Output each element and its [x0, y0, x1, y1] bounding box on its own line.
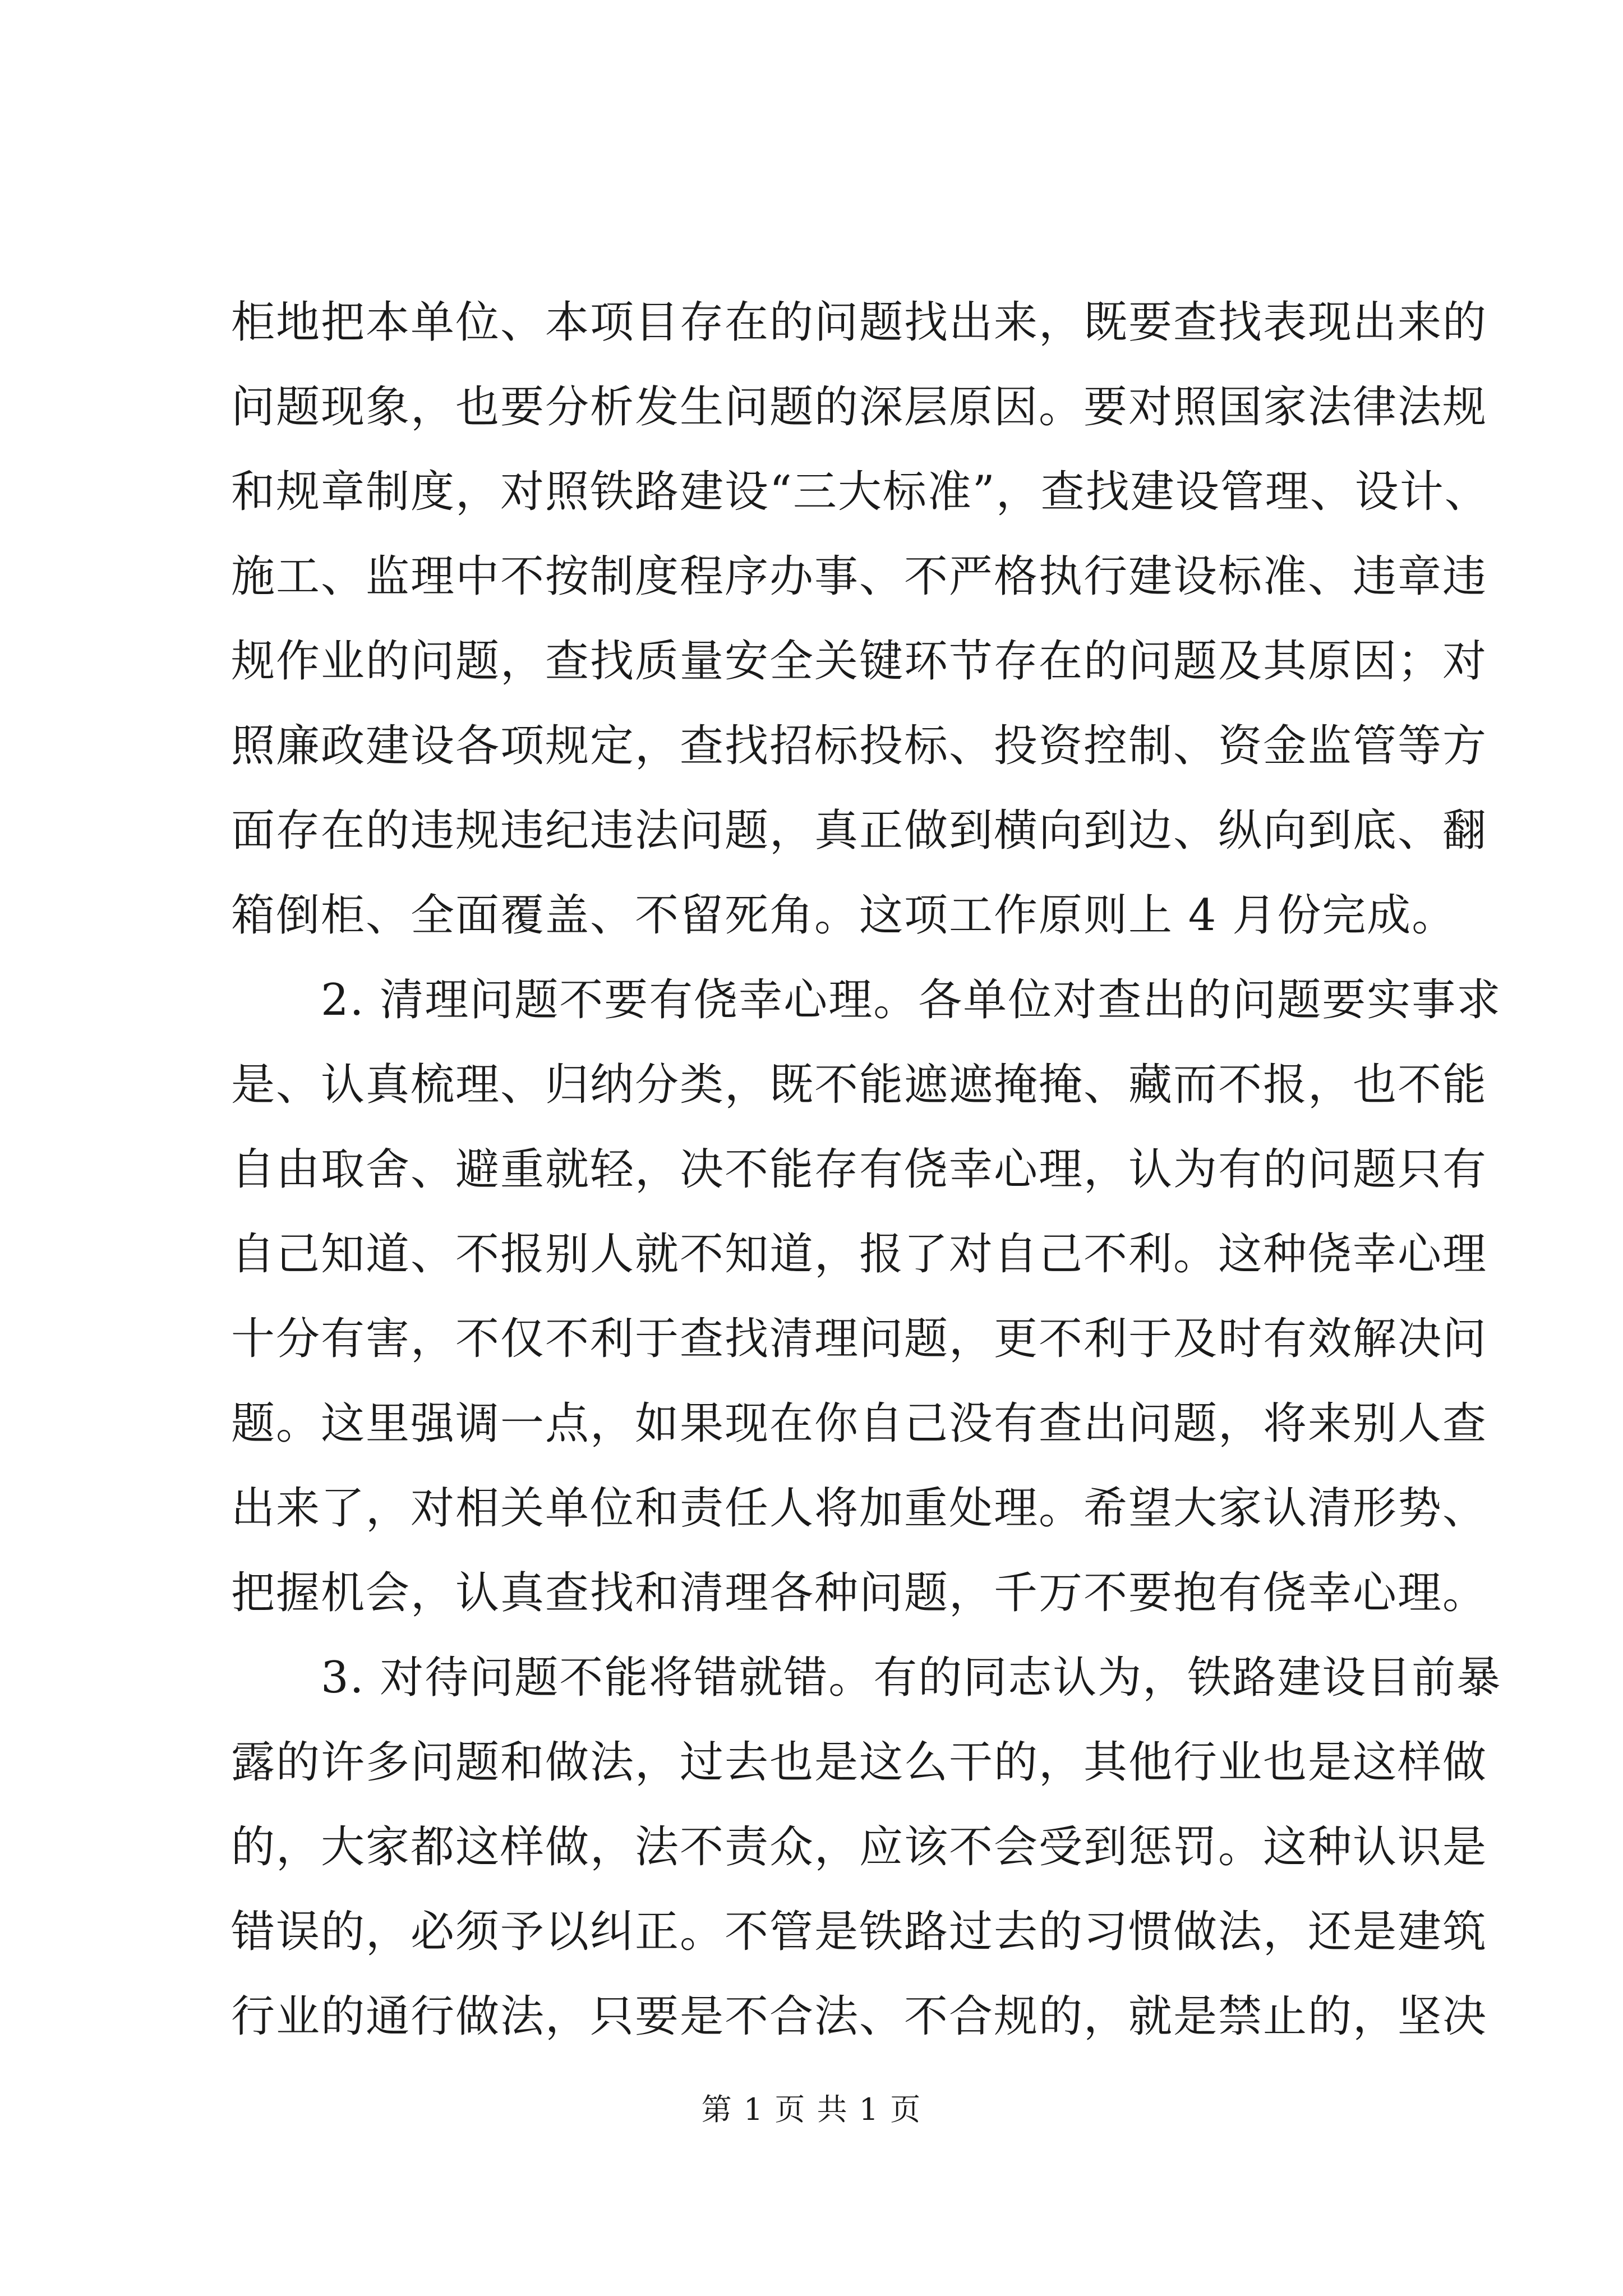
text-line: 问题现象，也要分析发生问题的深层原因。要对照国家法律法规	[231, 382, 1488, 432]
text-line: 出来了，对相关单位和责任人将加重处理。希望大家认清形势、	[231, 1483, 1488, 1534]
text-line: 把握机会，认真查找和清理各种问题，千万不要抱有侥幸心理。	[231, 1568, 1488, 1618]
text-line: 十分有害，不仅不利于查找清理问题，更不利于及时有效解决问	[231, 1314, 1488, 1364]
text-line: 行业的通行做法，只要是不合法、不合规的，就是禁止的，坚决	[231, 1991, 1488, 2042]
text-line: 规作业的问题，查找质量安全关键环节存在的问题及其原因；对	[231, 636, 1488, 687]
text-line: 和规章制度，对照铁路建设“三大标准”，查找建设管理、设计、	[231, 467, 1490, 517]
text-line: 面存在的违规违纪违法问题，真正做到横向到边、纵向到底、翻	[231, 806, 1488, 856]
paragraph-3-first-line: 3. 对待问题不能将错就错。有的同志认为，铁路建设目前暴	[321, 1653, 1502, 1703]
text-line: 自己知道、不报别人就不知道，报了对自己不利。这种侥幸心理	[231, 1229, 1488, 1280]
text-line: 柜地把本单位、本项目存在的问题找出来，既要查找表现出来的	[231, 297, 1488, 348]
text-line: 露的许多问题和做法，过去也是这么干的，其他行业也是这样做	[231, 1737, 1488, 1788]
text-line: 照廉政建设各项规定，查找招标投标、投资控制、资金监管等方	[231, 721, 1488, 771]
paragraph-2-first-line: 2. 清理问题不要有侥幸心理。各单位对查出的问题要实事求	[321, 975, 1502, 1025]
page-number-footer: 第 1 页 共 1 页	[701, 2092, 922, 2127]
text-line: 题。这里强调一点，如果现在你自己没有查出问题，将来别人查	[231, 1398, 1488, 1449]
text-line: 的，大家都这样做，法不责众，应该不会受到惩罚。这种认识是	[231, 1822, 1488, 1872]
document-body	[231, 280, 1502, 2059]
text-line: 是、认真梳理、归纳分类，既不能遮遮掩掩、藏而不报，也不能	[231, 1060, 1488, 1110]
text-line: 错误的，必须予以纠正。不管是铁路过去的习惯做法，还是建筑	[231, 1907, 1488, 1957]
text-line: 箱倒柜、全面覆盖、不留死角。这项工作原则上 4 月份完成。	[231, 890, 1457, 941]
text-line: 施工、监理中不按制度程序办事、不严格执行建设标准、违章违	[231, 551, 1488, 602]
text-line: 自由取舍、避重就轻，决不能存有侥幸心理，认为有的问题只有	[231, 1144, 1488, 1195]
